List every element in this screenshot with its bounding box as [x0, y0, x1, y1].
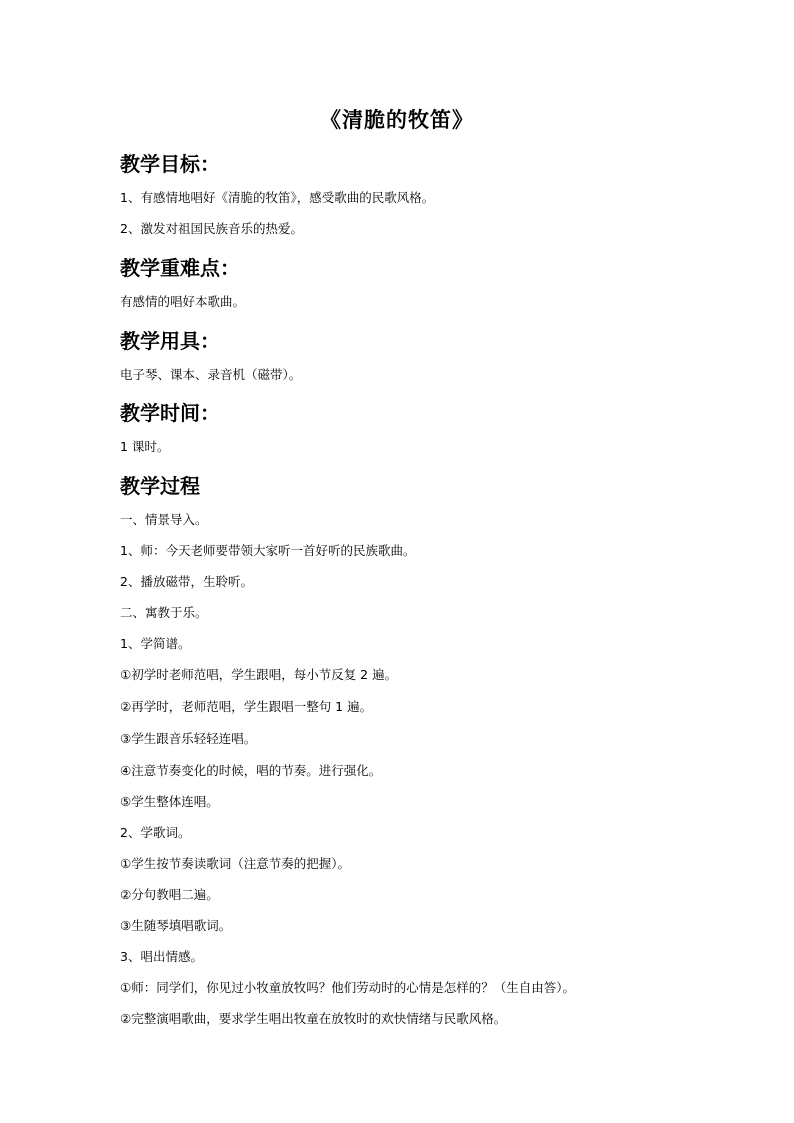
paragraph-line: ③学生跟音乐轻轻连唱。: [120, 731, 257, 746]
paragraph-line: 1、学简谱。: [120, 636, 191, 651]
paragraph-line: 电子琴、课本、录音机（磁带）。: [120, 367, 302, 382]
paragraph-line: 一、情景导入。: [120, 512, 208, 527]
document-title: 《清脆的牧笛》: [320, 108, 474, 132]
paragraph-line: ①初学时老师范唱，学生跟唱，每小节反复 2 遍。: [120, 667, 398, 682]
paragraph-line: 2、学歌词。: [120, 825, 191, 840]
paragraph-line: 3、唱出情感。: [120, 949, 203, 964]
paragraph-line: 2、播放磁带，生聆听。: [120, 574, 253, 589]
heading-time: 教学时间：: [120, 401, 220, 425]
paragraph-line: ①学生按节奏读歌词（注意节奏的把握）。: [120, 856, 350, 871]
paragraph-line: 1、有感情地唱好《清脆的牧笛》，感受歌曲的民歌风格。: [120, 190, 435, 205]
paragraph-line: ④注意节奏变化的时候，唱的节奏。进行强化。: [120, 763, 382, 778]
paragraph-line: ③生随琴填唱歌词。: [120, 918, 232, 933]
paragraph-line: ①师：同学们，你见过小牧童放牧吗？他们劳动时的心情是怎样的？（生自由答）。: [120, 980, 575, 995]
paragraph-line: 有感情的唱好本歌曲。: [120, 294, 246, 309]
paragraph-line: ②完整演唱歌曲，要求学生唱出牧童在放牧时的欢快情绪与民歌风格。: [120, 1011, 507, 1026]
paragraph-line: ⑤学生整体连唱。: [120, 794, 219, 809]
paragraph-line: ②分句教唱二遍。: [120, 887, 219, 902]
heading-tools: 教学用具：: [120, 329, 220, 353]
paragraph-line: 1、师：今天老师要带领大家听一首好听的民族歌曲。: [120, 543, 416, 558]
paragraph-line: 2、激发对祖国民族音乐的热爱。: [120, 221, 303, 236]
heading-key-points: 教学重难点：: [120, 256, 240, 280]
heading-process: 教学过程: [120, 474, 200, 498]
paragraph-line: 二、寓教于乐。: [120, 605, 208, 620]
heading-objectives: 教学目标：: [120, 152, 220, 176]
paragraph-line: ②再学时，老师范唱，学生跟唱一整句 1 遍。: [120, 699, 373, 714]
paragraph-line: 1 课时。: [120, 439, 170, 454]
